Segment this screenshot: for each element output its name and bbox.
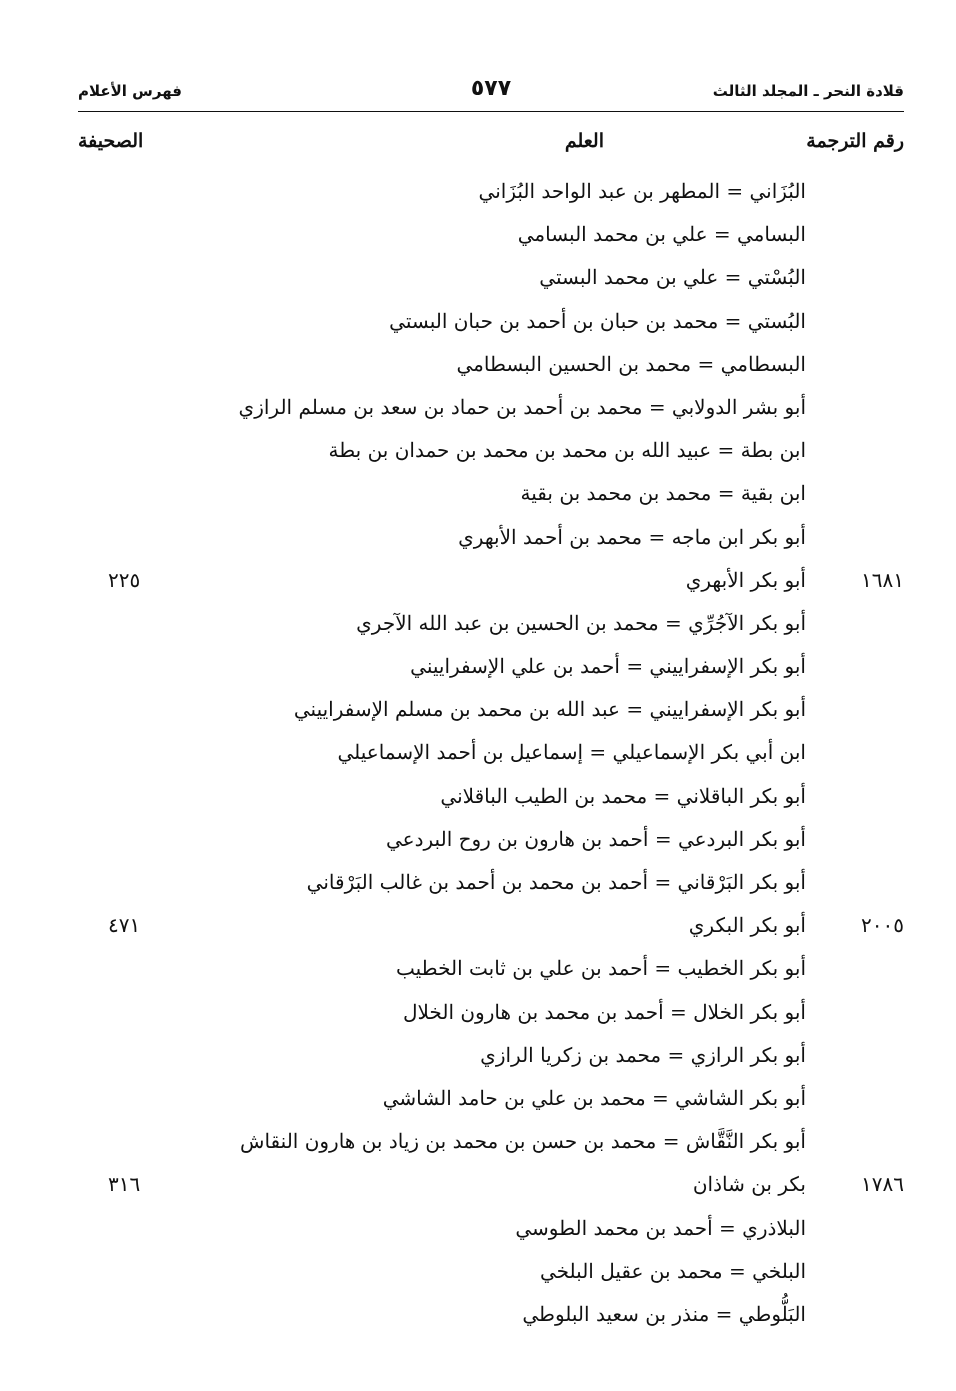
index-entry — [78, 170, 904, 213]
entry-name: أبو بكر ابن ماجه = محمد بن أحمد الأبهري — [458, 524, 806, 549]
entry-name: أبو بكر الخطيب = أحمد بن علي بن ثابت الخطيب — [395, 956, 806, 981]
entry-name: البُزَاني = المطهر بن عبد الواحد البُزَاني — [478, 179, 806, 203]
entry-page: ٢٢٥ — [108, 567, 141, 592]
index-entry — [78, 947, 904, 990]
index-entry — [78, 991, 904, 1034]
entry-name: أبو بكر البكري — [688, 913, 806, 938]
entry-number: ١٦٨١ — [861, 567, 904, 592]
entry-name: أبو بكر النَّقَّاش = محمد بن حسن بن محمد بن زياد بن هارون النقاش — [240, 1129, 806, 1154]
index-entry — [78, 688, 904, 731]
page-number: ٥٧٧ — [470, 76, 512, 101]
entry-name: بكر بن شاذان — [692, 1172, 806, 1197]
index-entry — [78, 516, 904, 559]
index-entry — [78, 472, 904, 515]
entry-name: أبو بكر البردعي = أحمد بن هارون بن روح البردعي — [386, 826, 806, 851]
index-entry — [78, 1120, 904, 1163]
entry-name: أبو بشر الدولابي = محمد بن أحمد بن حماد بن سعد بن مسلم الرازي — [238, 394, 806, 419]
index-entry — [78, 256, 904, 299]
entry-name: أبو بكر الرازي = محمد بن زكريا الرازي — [480, 1042, 806, 1067]
entry-name: أبو بكر الإسفراييني = عبد الله بن محمد بن مسلم الإسفراييني — [293, 697, 806, 722]
index-entry — [78, 1163, 904, 1206]
entry-page: ٤٧١ — [108, 913, 141, 938]
column-header-number: رقم الترجمة — [806, 130, 904, 152]
column-header-name: العلم — [564, 130, 604, 152]
entry-name: أبو بكر الأبهري — [685, 567, 806, 592]
index-entry — [78, 1207, 904, 1250]
index-entry — [78, 861, 904, 904]
index-entry — [78, 213, 904, 256]
index-entry — [78, 1077, 904, 1120]
index-entry — [78, 386, 904, 429]
entry-name: أبو بكر الإسفراييني = أحمد بن علي الإسفراييني — [410, 654, 806, 679]
entry-name: ابن بقية = محمد بن محمد بن بقية — [520, 481, 806, 506]
entry-name: أبو بكر الباقلاني = محمد بن الطيب الباقلاني — [440, 783, 806, 808]
entry-name: البلخي = محمد بن عقيل البلخي — [539, 1258, 806, 1283]
entry-name: أبو بكر البَرْقاني = أحمد بن محمد بن أحمد بن غالب البَرْقاني — [306, 870, 806, 894]
header-divider — [78, 111, 904, 112]
entry-name: البُستي = محمد بن حبان بن أحمد بن حبان البستي — [389, 308, 806, 333]
entry-name: أبو بكر الشاشي = محمد بن علي بن حامد الشاشي — [382, 1085, 806, 1110]
index-entry — [78, 602, 904, 645]
entry-name: ابن أبي بكر الإسماعيلي = إسماعيل بن أحمد الإسماعيلي — [337, 740, 806, 765]
index-entry — [78, 300, 904, 343]
section-title: فهرس الأعلام — [78, 82, 182, 100]
entry-name: البلاذري = أحمد بن محمد الطوسي — [515, 1215, 806, 1240]
entry-name: البسامي = علي بن محمد البسامي — [517, 222, 806, 247]
entry-name: البُسْتي = علي بن محمد البستي — [539, 265, 806, 290]
index-entry — [78, 731, 904, 774]
index-entry — [78, 559, 904, 602]
index-entries — [78, 170, 904, 1336]
entry-name: البسطامي = محمد بن الحسين البسطامي — [456, 351, 806, 376]
running-header — [78, 74, 904, 108]
entry-number: ٢٠٠٥ — [861, 913, 904, 938]
index-entry — [78, 904, 904, 947]
column-header-page: الصحيفة — [78, 130, 144, 152]
entry-name: أبو بكر الخلال = أحمد بن محمد بن هارون الخلال — [402, 999, 806, 1024]
entry-number: ١٧٨٦ — [861, 1172, 904, 1197]
column-headers — [78, 130, 904, 160]
index-entry — [78, 818, 904, 861]
index-entry — [78, 429, 904, 472]
index-entry — [78, 1034, 904, 1077]
index-entry — [78, 343, 904, 386]
index-entry — [78, 1293, 904, 1336]
index-entry — [78, 645, 904, 688]
index-entry — [78, 775, 904, 818]
book-title: قلادة النحر ـ المجلد الثالث — [712, 82, 904, 100]
entry-page: ٣١٦ — [108, 1172, 141, 1197]
entry-name: ابن بطة = عبيد الله بن محمد بن محمد بن حمدان بن بطة — [328, 438, 806, 463]
entry-name: البَلُّوطي = منذر بن سعيد البلوطي — [522, 1301, 806, 1326]
entry-name: أبو بكر الآجُرِّي = محمد بن الحسين بن عبد الله الآجري — [356, 610, 806, 635]
index-entry — [78, 1250, 904, 1293]
